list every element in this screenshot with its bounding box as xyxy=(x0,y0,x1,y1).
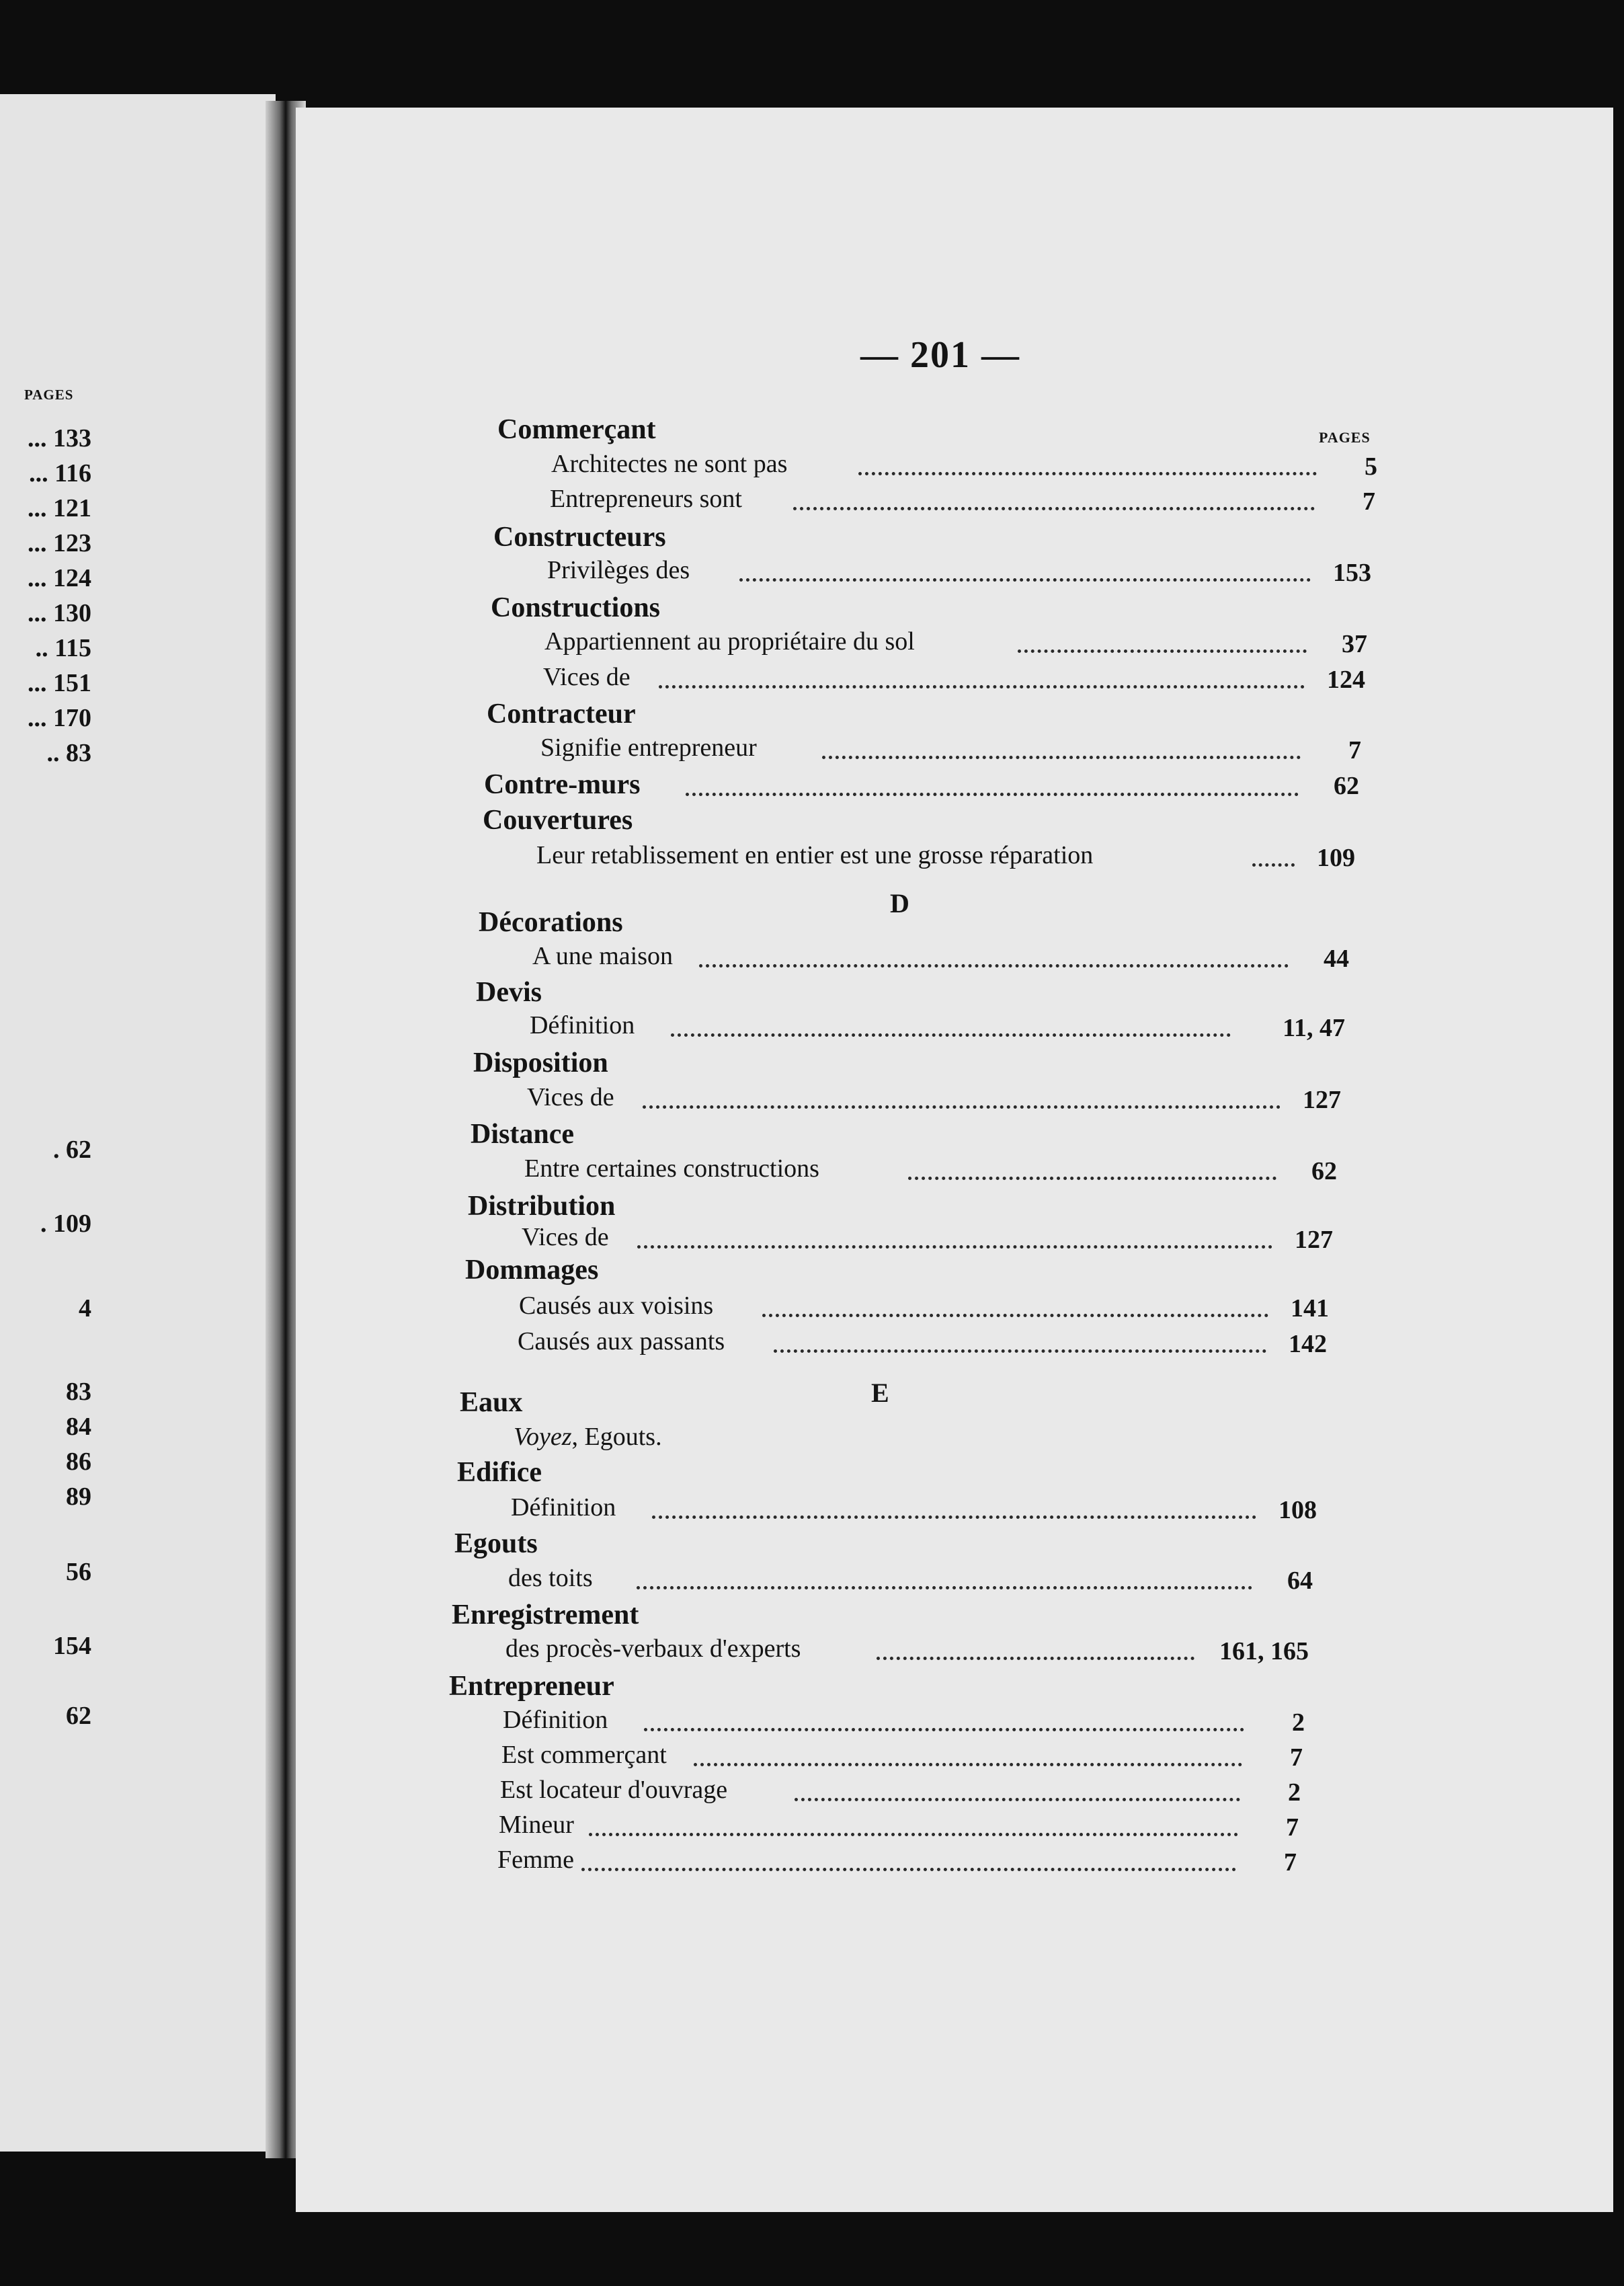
subentry-text: Causés aux voisins xyxy=(519,1292,717,1320)
index-subentry xyxy=(500,1775,731,1805)
dot-leader xyxy=(699,964,1289,968)
index-term: Contre-murs xyxy=(484,769,641,800)
index-term: Couvertures xyxy=(483,805,633,836)
index-page xyxy=(296,108,1613,2212)
index-subentry xyxy=(522,1222,613,1252)
left-page-number: 89 xyxy=(66,1483,91,1511)
page-reference: 109 xyxy=(1317,844,1355,872)
dot-leader xyxy=(652,1515,1256,1519)
index-term: Devis xyxy=(476,977,542,1008)
see-also-reference xyxy=(514,1422,662,1452)
index-term: Constructeurs xyxy=(493,522,666,553)
left-page-number: ... 133 xyxy=(28,424,91,452)
left-page-number: .. 115 xyxy=(35,634,91,662)
subentry-text: Définition xyxy=(530,1011,639,1039)
index-subentry xyxy=(511,1493,620,1522)
index-term: Décorations xyxy=(479,907,623,938)
subentry-text: Vices de xyxy=(527,1083,618,1111)
index-subentry xyxy=(518,1327,729,1356)
subentry-text: Appartiennent au propriétaire du sol xyxy=(544,627,919,656)
index-subentry xyxy=(505,1634,805,1663)
dot-leader xyxy=(671,1033,1231,1037)
subentry-text: Vices de xyxy=(543,663,635,691)
page-number: — 201 — xyxy=(860,334,1020,376)
page-reference: 127 xyxy=(1295,1226,1333,1254)
dot-leader xyxy=(1252,863,1295,867)
page-reference: 62 xyxy=(1311,1157,1337,1185)
index-subentry xyxy=(532,941,677,971)
dot-leader xyxy=(739,578,1311,582)
page-reference: 62 xyxy=(1334,772,1359,800)
dot-leader xyxy=(644,1728,1244,1731)
page-reference: 153 xyxy=(1333,559,1371,587)
left-page-number: 86 xyxy=(66,1448,91,1476)
left-page-number: 154 xyxy=(53,1632,91,1660)
index-term: Egouts xyxy=(454,1528,538,1559)
page-reference: 37 xyxy=(1342,630,1367,658)
dot-leader xyxy=(1018,649,1307,653)
left-pages-label: PAGES xyxy=(24,387,74,403)
dot-leader xyxy=(637,1245,1272,1249)
pages-column-label: PAGES xyxy=(1319,429,1371,446)
dot-leader xyxy=(908,1177,1276,1180)
left-page-number: ... 124 xyxy=(28,564,91,592)
index-term: Constructions xyxy=(491,592,661,623)
section-letter: E xyxy=(871,1378,889,1408)
page-reference: 7 xyxy=(1363,487,1375,516)
page-reference: 108 xyxy=(1278,1496,1317,1524)
subentry-text: A une maison xyxy=(532,942,677,970)
subentry-text: Définition xyxy=(511,1493,620,1522)
index-subentry xyxy=(501,1740,671,1770)
subentry-text: Architectes ne sont pas xyxy=(551,450,791,478)
dot-leader xyxy=(643,1105,1281,1109)
left-page-number: ... 151 xyxy=(28,669,91,697)
left-page-number: . 62 xyxy=(53,1136,91,1164)
dot-leader xyxy=(659,685,1305,688)
section-letter: D xyxy=(890,888,909,918)
dot-leader xyxy=(774,1349,1266,1353)
left-page-number: ... 170 xyxy=(28,704,91,732)
page-reference: 7 xyxy=(1286,1813,1299,1842)
subentry-text: Femme xyxy=(497,1846,578,1874)
page-reference: 127 xyxy=(1303,1086,1341,1114)
index-subentry xyxy=(547,555,694,585)
index-term: Enregistrement xyxy=(452,1600,639,1630)
left-page-number: ... 123 xyxy=(28,529,91,557)
index-subentry xyxy=(540,733,761,762)
page-reference: 141 xyxy=(1291,1294,1329,1323)
subentry-text: Est locateur d'ouvrage xyxy=(500,1776,731,1804)
page-reference: 7 xyxy=(1284,1848,1297,1877)
index-subentry xyxy=(544,627,919,656)
page-reference: 44 xyxy=(1324,945,1349,973)
index-subentry xyxy=(536,840,1097,870)
page-reference: 7 xyxy=(1290,1743,1303,1772)
left-page-number: . 109 xyxy=(40,1210,91,1238)
index-subentry xyxy=(497,1845,578,1875)
left-page-number: ... 116 xyxy=(29,459,91,487)
index-term: Entrepreneur xyxy=(449,1671,614,1702)
subentry-text: Vices de xyxy=(522,1223,613,1251)
page-reference: 2 xyxy=(1288,1778,1301,1807)
subentry-text: des procès-verbaux d'experts xyxy=(505,1634,805,1663)
page-reference: 124 xyxy=(1327,666,1365,694)
dot-leader xyxy=(575,1868,1236,1871)
subentry-text: Privilèges des xyxy=(547,556,694,584)
dot-leader xyxy=(795,1798,1240,1801)
subentry-text: Causés aux passants xyxy=(518,1327,729,1355)
index-subentry xyxy=(508,1563,597,1593)
page-reference: 5 xyxy=(1365,452,1377,481)
index-term: Eaux xyxy=(460,1387,523,1418)
index-subentry xyxy=(550,484,746,514)
left-page-number: 84 xyxy=(66,1413,91,1441)
index-subentry xyxy=(551,449,791,479)
subentry-text: Définition xyxy=(503,1706,612,1734)
subentry-text: Mineur xyxy=(499,1811,578,1839)
index-subentry xyxy=(530,1011,639,1040)
page-reference: 2 xyxy=(1292,1708,1305,1737)
subentry-text: Est commerçant xyxy=(501,1741,671,1769)
dot-leader xyxy=(694,1763,1242,1766)
dot-leader xyxy=(858,472,1317,475)
dot-leader xyxy=(877,1657,1194,1660)
index-subentry xyxy=(499,1810,578,1840)
dot-leader xyxy=(793,507,1315,510)
subentry-text: Entrepreneurs sont xyxy=(550,485,746,513)
dot-leader xyxy=(822,756,1301,759)
see-also-target: , Egouts. xyxy=(571,1423,662,1451)
dot-leader xyxy=(686,793,1299,796)
page-reference: 7 xyxy=(1348,736,1361,764)
left-page-number: 62 xyxy=(66,1702,91,1730)
index-subentry xyxy=(519,1291,717,1321)
dot-leader xyxy=(589,1833,1238,1836)
page-reference: 64 xyxy=(1287,1567,1313,1595)
see-also-word: Voyez xyxy=(514,1423,572,1451)
index-term: Disposition xyxy=(473,1048,608,1078)
index-term: Edifice xyxy=(457,1457,542,1488)
subentry-text: Signifie entrepreneur xyxy=(540,734,761,762)
page-reference: 142 xyxy=(1289,1330,1327,1358)
index-term: Contracteur xyxy=(487,699,636,730)
left-page-number: ... 121 xyxy=(28,494,91,522)
page-reference: 161, 165 xyxy=(1219,1637,1309,1665)
left-page-number: 83 xyxy=(66,1378,91,1406)
index-subentry xyxy=(527,1082,618,1112)
index-term: Commerçant xyxy=(497,414,656,445)
left-page-number: 56 xyxy=(66,1558,91,1586)
dot-leader xyxy=(762,1314,1268,1317)
index-term: Dommages xyxy=(465,1255,599,1286)
dot-leader xyxy=(637,1586,1252,1589)
index-term: Distribution xyxy=(468,1191,616,1222)
left-page-number: 4 xyxy=(79,1294,91,1323)
index-term: Distance xyxy=(471,1119,574,1150)
index-subentry xyxy=(503,1705,612,1735)
subentry-text: des toits xyxy=(508,1564,597,1592)
subentry-text: Leur retablissement en entier est une grosse réparation xyxy=(536,841,1097,869)
left-page-number: ... 130 xyxy=(28,599,91,627)
index-subentry xyxy=(524,1154,823,1183)
page-reference: 11, 47 xyxy=(1283,1014,1345,1042)
index-subentry xyxy=(543,662,635,692)
left-page-number: .. 83 xyxy=(46,739,91,767)
subentry-text: Entre certaines constructions xyxy=(524,1154,823,1183)
